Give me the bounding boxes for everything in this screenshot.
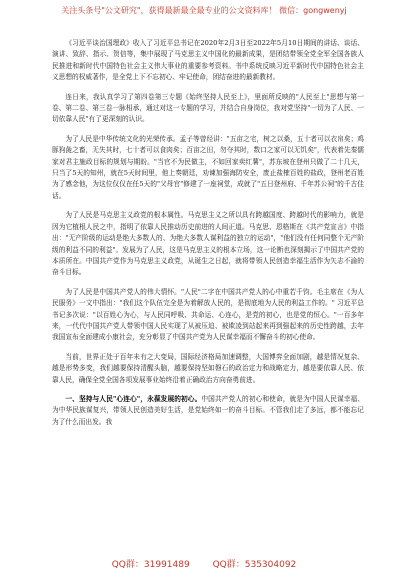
paragraph-study: 连日来，我认真学习了第四卷第三专题《始终坚持人民至上》，里面所反映的"人民至上"思想与第一卷、第二卷、第三卷一脉相承，通过对这一专题的学习，并结合自身岗位，我对党坚持"一切为了人民、一切依靠人民"有了更深刻的认识。 [52,92,364,124]
paragraph-current: 当前，世界正处于百年未有之大变局，国际经济格局加速调整，大国博弈全面加剧，越是情况复杂、越是形势多变，我们越要保持清醒头脑，越要保持坚如磐石的政治定力和战略定力，越是要依靠人民、依靠人民，确保全党全国各项发展事业始终沿着正确政治方向奋勇前进。 [52,352,364,384]
section-text: 中国共产党人的初心和使命，就是为中国人民谋幸福、为中华民族谋复兴，带领人民创造美好生活，是党始终如一的奋斗目标。不管我们走了多远，都不能忘记为了什么而出发。我 [52,394,365,426]
section-heading: 一、坚持与人民"心连心"，永葆发展的初心。 [65,394,202,403]
footer-contacts [0,559,408,571]
paragraph-tradition: 为了人民是中华传统文化的光荣传承。孟子等曾经讲："五亩之宅，树之以桑，五十者可以衣帛矣；鸡豚狗彘之畜，无失其时，七十者可以食肉矣；百亩之田，勿夺其时，数口之家可以无饥矣"，代表着先秦儒家对君主施政目标的规划与期盼。"当官不为民做主，不如回家卖红薯"，苏东坡在登州只做了二十几天，只当了5天的知州，就在5天时间里，他上奏朝廷，劝谏加强海防安全，废止盐榷百姓的盐政，登州老百姓为了感念他，为这位仅仅在任5天的"父母官"修建了一座祠堂，成就了"五日登州府、千年苏公祠"的千古佳话。 [52,134,364,200]
section-one [52,394,364,428]
paragraph-intro: 《习近平谈治国理政》收入了习近平总书记在2020年2月3日至2022年5月10日期间的讲话、谈话、演讲、致辞、指示、贺信等，集中展现了马克思主义中国化的最新成果，是团结带领全党全军全国各族人民推进和新时代中国特色社会主义伟大事业的重要参考资料。书中系统反映习近平新时代中国特色社会主义思想的权威著作，是全党上下不忘初心、牢记使命，团结奋进的最新教材。 [52,39,364,82]
paragraph-party: 为了人民是中国共产党人的伟大情怀。"人民"二字在中国共产党人的心中重若千钧。毛主席在《为人民服务》一文中指出："我们这个队伍完全是为着解放人民的，是彻底地为人民的利益工作的。" 习近平总书记多次说："以百姓心为心，与人民同呼吸、共命运、心连心，是党的初心，也是党的恒心。"一百多年来，一代代中国共产党人带领中国人民实现了从被压迫、被欺凌到站起来再到强起来的历史性跨越，去年我国宣布全面建成小康社会，充分彰显了中国共产党为人民谋幸福而不懈奋斗的初心使命。 [52,287,364,342]
document-body [52,38,364,436]
qq-group-b[interactable]: QQ群：535304092 [212,560,297,570]
paragraph-marxism: 为了人民是马克思主义政党的根本属性。马克思主义之所以具有跨越国度、跨越时代的影响力，就是因为它植根人民之中，指明了依靠人民推动历史前进的人间正道。马克思、恩格斯在《共产党宣言》中指出："无产阶级的运动是绝大多数人的、为绝大多数人谋利益的独立的运动"，"他们没有任何同整个无产阶级的利益不同的利益"。发展为了人民，这是马克思主义的根本立场，这一论断也深刻揭示了中国共产党的本质所在。中国共产党作为马克思主义政党，从诞生之日起，就将带领人民创造幸福生活作为矢志不渝的奋斗目标。 [52,211,364,277]
promo-banner[interactable]: 关注头条号"公文研究"，获得最新最全最专业的公文资料库！ 微信：gongwenyj [61,6,347,15]
qq-group-a[interactable]: QQ群：31991489 [111,560,190,570]
